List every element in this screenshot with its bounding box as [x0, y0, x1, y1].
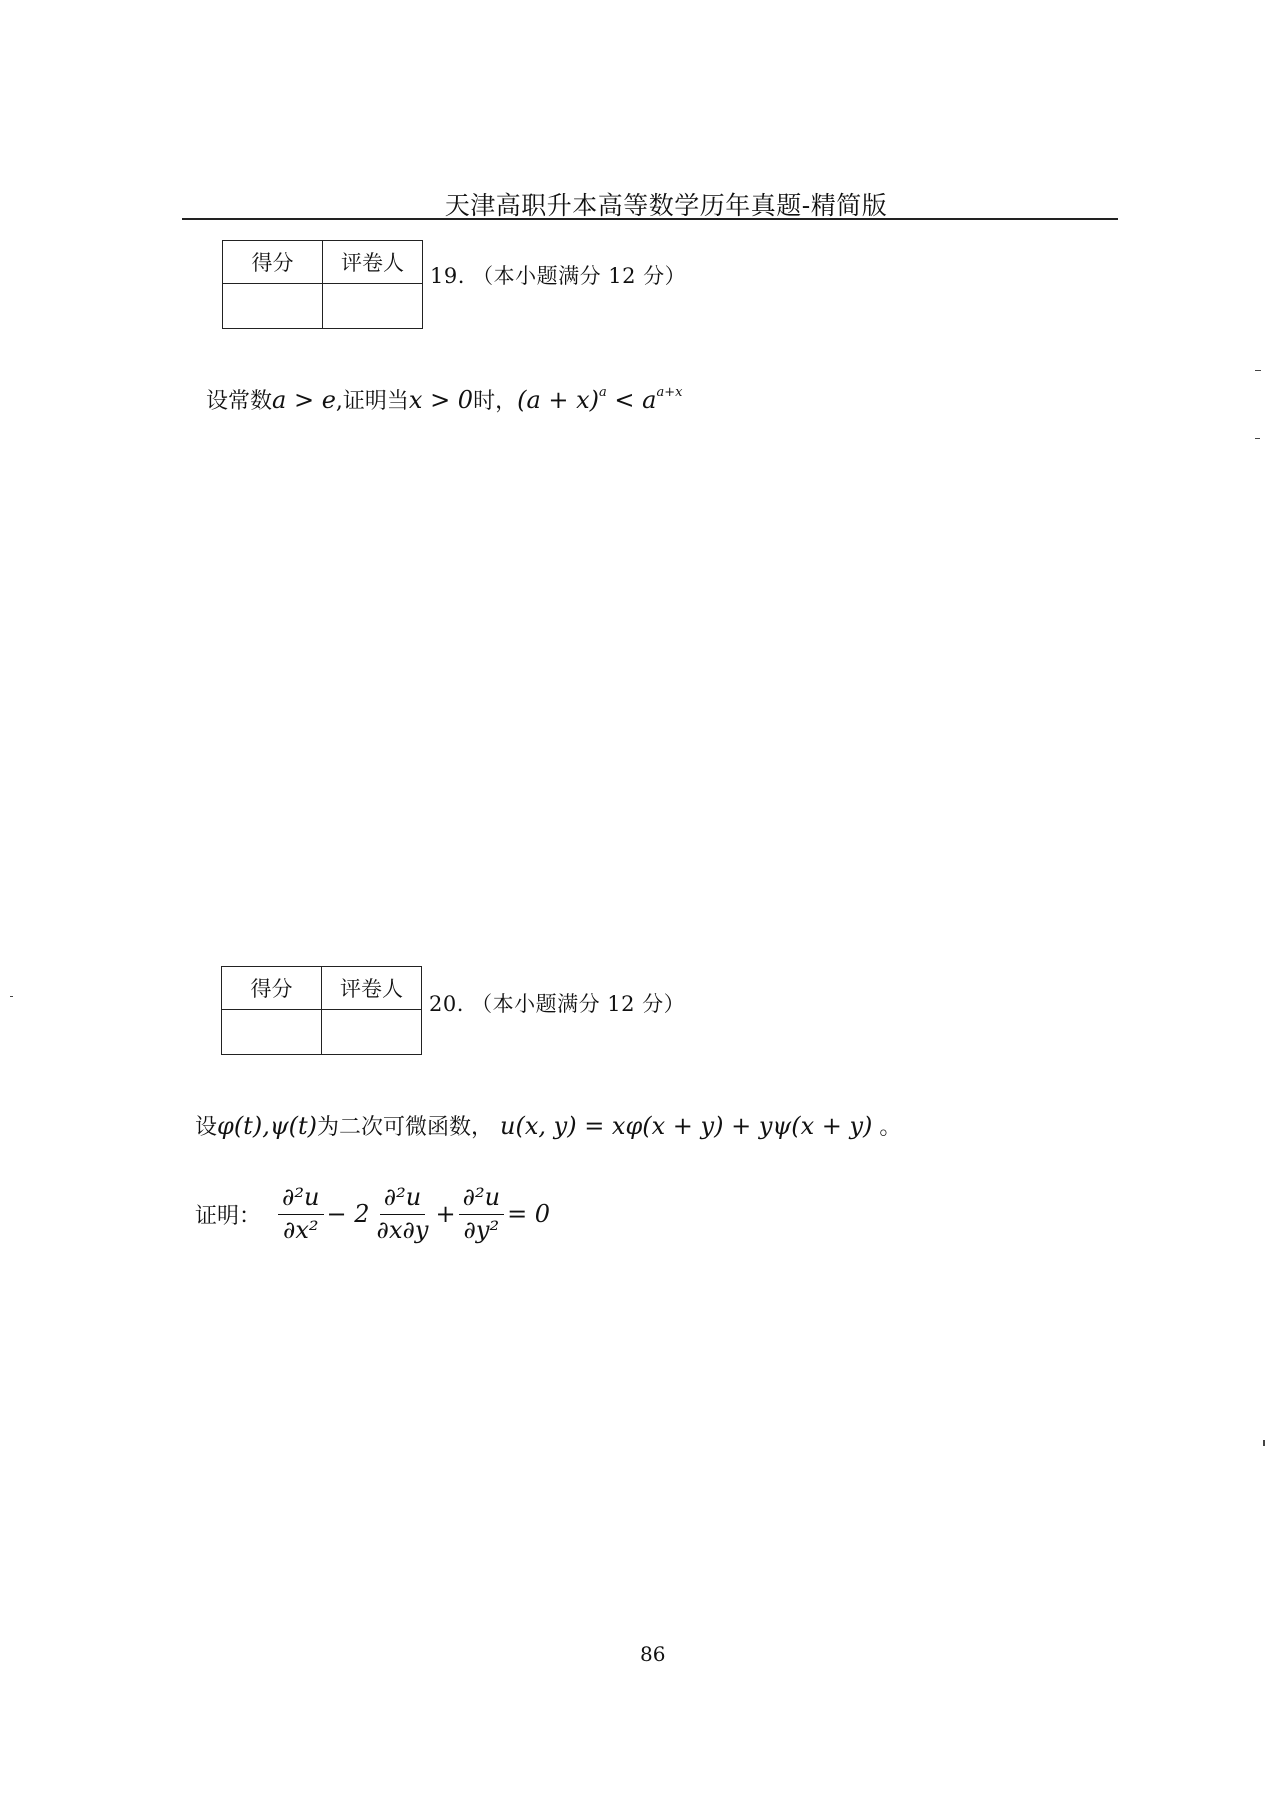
- q20-functions: φ(t),ψ(t): [217, 1112, 318, 1140]
- fraction-d2u-dy2: [459, 1184, 505, 1244]
- proof-label: 证明：: [195, 1203, 262, 1229]
- question-20-statement: [195, 1110, 901, 1141]
- q19-ineq-left: (a + x): [517, 386, 600, 414]
- grader-header: 评卷人: [322, 967, 422, 1010]
- q19-condition-x: x > 0: [408, 386, 474, 414]
- q19-ineq-left-exp: a: [599, 385, 607, 400]
- page-header-title: 天津高职升本高等数学历年真题-精简版: [444, 191, 888, 220]
- score-cell: [223, 284, 323, 329]
- q19-text-when: 时，: [473, 389, 518, 414]
- q19-ineq-op: < a: [606, 386, 657, 414]
- fraction-denominator: ∂y²: [463, 1215, 500, 1244]
- q20-text-mid: 为二次可微函数，: [317, 1115, 494, 1140]
- equation-rhs: = 0: [507, 1200, 551, 1229]
- score-table-q19: [222, 240, 423, 329]
- grader-cell: [323, 284, 423, 329]
- operator-plus: +: [435, 1200, 456, 1229]
- scan-speck: [1255, 370, 1261, 371]
- page-number: 86: [640, 1642, 666, 1666]
- q19-inequality: [517, 386, 682, 414]
- scan-speck: [10, 996, 13, 997]
- fraction-denominator: ∂x²: [282, 1215, 319, 1244]
- fraction-numerator: ∂²u: [459, 1184, 505, 1215]
- operator-minus-two: − 2: [326, 1200, 370, 1229]
- fraction-denominator: ∂x∂y: [376, 1215, 429, 1244]
- fraction-numerator: ∂²u: [380, 1184, 426, 1215]
- fraction-d2u-dxdy: [373, 1184, 433, 1244]
- scan-speck: [1263, 1440, 1265, 1446]
- score-cell: [222, 1010, 322, 1055]
- score-header: 得分: [222, 967, 322, 1010]
- question-19-heading: 19. （本小题满分 12 分）: [430, 264, 687, 288]
- q19-text-prefix: 设常数: [206, 389, 273, 414]
- question-20-proof-equation: [195, 1184, 550, 1244]
- scan-speck: [1255, 438, 1260, 439]
- header-rule: [182, 218, 1118, 220]
- q20-end-mark: 。: [879, 1115, 902, 1140]
- q19-condition-a: a > e: [272, 386, 336, 414]
- fraction-numerator: ∂²u: [278, 1184, 324, 1215]
- grader-header: 评卷人: [323, 241, 423, 284]
- score-header: 得分: [223, 241, 323, 284]
- fraction-d2u-dx2: [278, 1184, 324, 1244]
- grader-cell: [322, 1010, 422, 1055]
- q20-u-definition: u(x, y) = xφ(x + y) + yψ(x + y): [500, 1112, 873, 1140]
- question-20-heading: 20. （本小题满分 12 分）: [429, 992, 686, 1016]
- question-19-statement: [206, 384, 682, 415]
- q20-text-prefix: 设: [195, 1115, 218, 1140]
- q19-text-mid: ,证明当: [335, 389, 409, 414]
- score-table-q20: [221, 966, 422, 1055]
- q19-ineq-right-exp: a+x: [656, 385, 683, 400]
